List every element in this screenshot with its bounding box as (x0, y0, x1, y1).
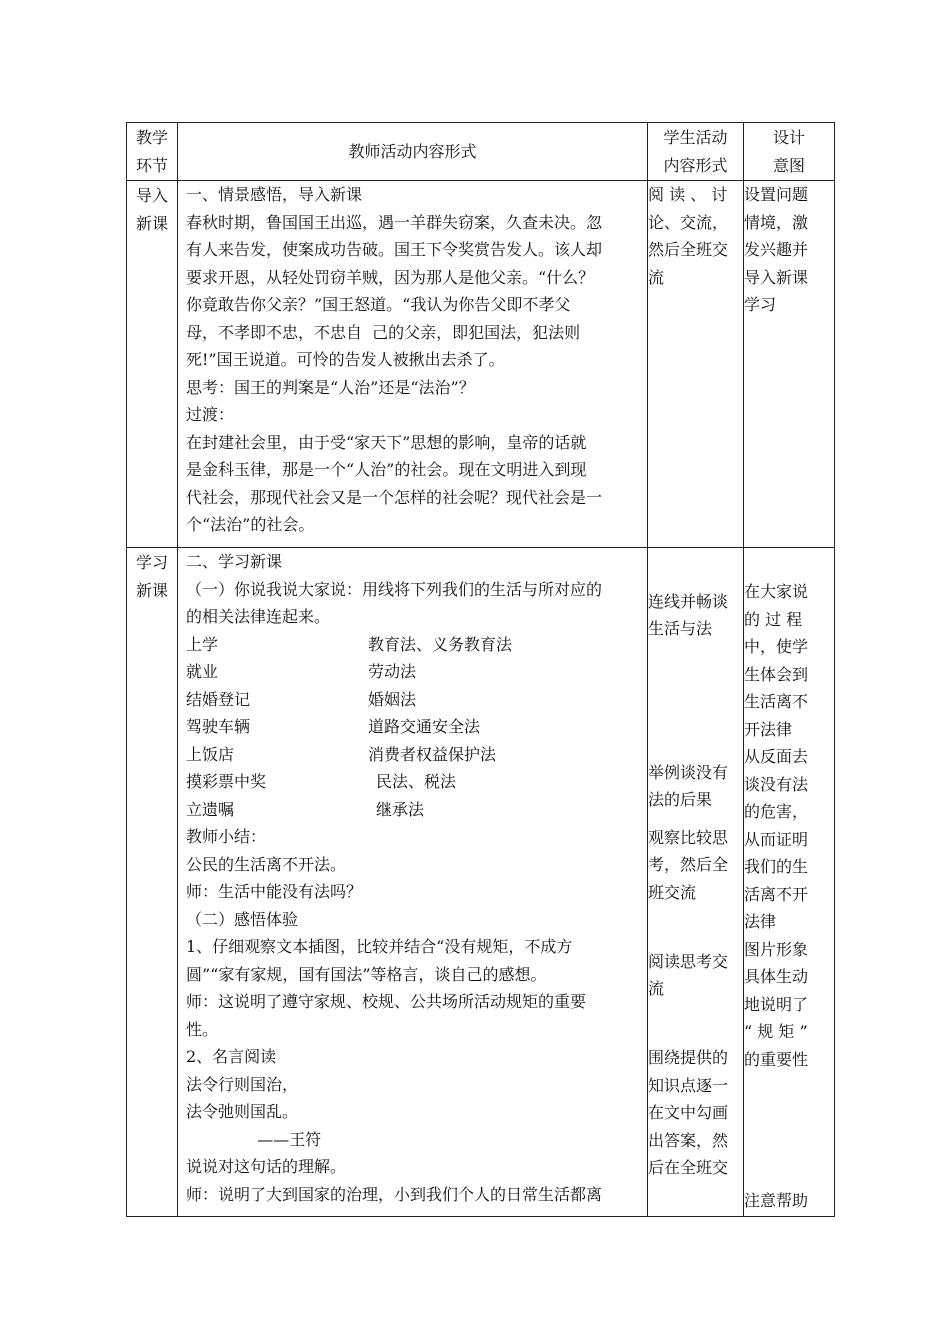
text-line: 1、仔细观察文本插图，比较并结合“没有规矩，不成方 (186, 937, 573, 956)
text-line: 法令弛则国乱。 (186, 1102, 299, 1121)
header-stage-line: 教学 (135, 128, 168, 147)
text-line: 死!”国王说道。可怜的告发人被揪出去杀了。 (186, 350, 505, 369)
text-line: 公民的生活离不开法。 (186, 854, 347, 874)
text-line: 出答案，然 (648, 1130, 729, 1150)
text-line: 我们的生 (744, 857, 809, 876)
text-line: 地说明了 (744, 994, 809, 1014)
text-line: 法令行则国治， (186, 1074, 299, 1094)
header-student (648, 123, 744, 181)
law-item: 继承法 (376, 799, 425, 819)
row-intro (127, 181, 835, 548)
life-item: 结婚登记 (186, 689, 251, 709)
text-line: 连线并畅谈 (648, 591, 729, 611)
text-line: 要求开恩，从轻处罚窃羊贼，因为那人是他父亲。“什么？ (186, 267, 595, 287)
teacher-new-lesson-cell (178, 548, 648, 1217)
life-law-pair (178, 658, 647, 686)
life-law-pair (178, 796, 647, 824)
law-item: 道路交通安全法 (368, 717, 481, 736)
stage-line: 导入 (135, 186, 168, 205)
text-line: 班交流 (648, 882, 697, 902)
text-line: 知识点逐一 (648, 1075, 729, 1095)
text-line: 发兴趣并 (744, 240, 809, 259)
text-line: 设置问题 (744, 185, 809, 204)
text-line: 一、情景感悟，导入新课 (186, 185, 363, 204)
text-line: 从而证明 (744, 829, 809, 849)
text-line: 二、学习新课 (186, 552, 283, 571)
teacher-intro-cell (178, 181, 648, 548)
text-line: 论、交流， (648, 212, 729, 232)
law-item: 婚姻法 (368, 689, 417, 709)
text-line: 春秋时期，鲁国国王出巡，遇一羊群失窃案，久查未决。忽 (186, 212, 603, 232)
text-line: 流 (648, 979, 665, 998)
text-line: 在文中勾画 (648, 1103, 729, 1122)
header-teacher: 教师活动内容形式 (178, 123, 648, 181)
life-law-pair (178, 741, 647, 769)
life-item: 立遗嘱 (186, 799, 235, 819)
quote-author: ——王符 (186, 1129, 322, 1149)
text-line: 母，不孝即不忠，不忠自 己的父亲，即犯国法，犯法则 (186, 322, 581, 342)
text-line: 师：这说明了遵守家规、校规、公共场所活动规矩的重要 (186, 992, 587, 1011)
text-line: 举例谈没有 (648, 762, 729, 782)
text-line: 活离不开 (744, 884, 809, 904)
stage-intro (127, 181, 178, 548)
text-line: 师：说明了大到国家的治理，小到我们个人的日常生活都离 (186, 1184, 603, 1204)
header-design-line: 设计 (772, 128, 805, 147)
text-line: 注意帮助 (744, 1191, 809, 1210)
text-line: 导入新课 (744, 267, 809, 287)
stage-new-lesson (127, 548, 178, 1217)
text-line: 阅读思考交 (648, 951, 729, 971)
text-line: 阅 读 、 讨 (648, 185, 728, 204)
text-line: 情境，激 (744, 212, 809, 232)
text-line: （二）感悟体验 (186, 909, 299, 929)
text-line: 然后全班交 (648, 240, 729, 259)
text-line: 后在全班交 (648, 1158, 729, 1177)
life-law-pair (178, 713, 647, 741)
text-line: 代社会，那现代社会又是一个怎样的社会呢？现代社会是一 (186, 487, 603, 507)
law-item: 教育法、义务教育法 (368, 634, 513, 654)
text-line: “ 规 矩 ” (744, 1022, 808, 1041)
life-item: 就业 (186, 662, 219, 681)
life-item: 上饭店 (186, 744, 235, 764)
text-line: 谈没有法 (744, 774, 809, 794)
text-line: 观察比较思 (648, 827, 729, 847)
life-law-pair (178, 768, 647, 796)
text-line: 圆”“家有家规，国有国法”等格言，谈自己的感想。 (186, 964, 547, 984)
text-line: 有人来告发，使案成功告破。国王下令奖赏告发人。该人却 (186, 240, 603, 259)
lesson-plan-table (126, 122, 835, 1217)
stage-line: 新课 (135, 213, 168, 233)
text-line: 教师小结： (186, 827, 267, 846)
text-line: 开法律 (744, 719, 793, 739)
text-line: 在封建社会里，由于受“家天下”思想的影响，皇帝的话就 (186, 432, 587, 452)
stage-line: 学习 (135, 553, 168, 572)
header-stage (127, 123, 178, 181)
life-item: 上学 (186, 634, 219, 654)
header-design-line: 意图 (772, 155, 805, 175)
text-line: 说说对这句话的理解。 (186, 1157, 347, 1176)
text-line: 是金科玉律，那是一个“人治”的社会。现在文明进入到现 (186, 460, 587, 479)
design-new-lesson-cell (744, 548, 835, 1217)
text-line: 法的后果 (648, 790, 713, 809)
life-law-pair (178, 631, 647, 659)
text-line: 在大家说 (744, 582, 809, 601)
text-line: 的 过 程 (744, 609, 803, 629)
text-line: 具体生动 (744, 967, 809, 986)
design-intro-cell (744, 181, 835, 548)
text-line: 师：生活中能没有法吗？ (186, 882, 363, 901)
header-student-line: 学生活动 (663, 128, 728, 147)
student-new-lesson-cell (648, 548, 744, 1217)
text-line: （一）你说我说大家说：用线将下列我们的生活与所对应的 (186, 579, 603, 599)
header-student-line: 内容形式 (663, 155, 728, 175)
table-header-row (127, 123, 835, 181)
text-line: 个“法治”的社会。 (186, 515, 315, 534)
text-line: 围绕提供的 (648, 1048, 729, 1067)
text-line: 你竟敢告你父亲？”国王怒道。“我认为你告父即不孝父 (186, 295, 571, 314)
life-item: 驾驶车辆 (186, 717, 251, 736)
text-line: 学习 (744, 295, 777, 314)
text-line: 2、名言阅读 (186, 1047, 277, 1066)
text-line: 生体会到 (744, 664, 809, 684)
text-line: 思考：国王的判案是“人治”还是“法治”？ (186, 377, 475, 397)
header-stage-line: 环节 (135, 155, 168, 175)
life-item: 摸彩票中奖 (186, 772, 267, 791)
text-line: 法律 (744, 912, 777, 931)
text-line: 的相关法律连起来。 (186, 607, 331, 626)
text-line: 流 (648, 267, 665, 287)
life-law-pair (178, 686, 647, 714)
text-line: 性。 (186, 1019, 219, 1039)
header-design (744, 123, 835, 181)
law-item: 民法、税法 (376, 772, 457, 791)
text-line: 考，然后全 (648, 855, 729, 874)
text-line: 从反面去 (744, 747, 809, 766)
text-line: 的危害， (744, 802, 809, 821)
law-item: 消费者权益保护法 (368, 744, 497, 764)
stage-line: 新课 (135, 580, 168, 600)
text-line: 图片形象 (744, 939, 809, 959)
text-line: 过渡： (186, 405, 235, 424)
text-line: 生活离不 (744, 692, 809, 711)
student-intro-cell (648, 181, 744, 548)
row-new-lesson (127, 548, 835, 1217)
text-line: 的重要性 (744, 1049, 809, 1069)
law-item: 劳动法 (368, 662, 417, 681)
text-line: 中，使学 (744, 637, 809, 656)
text-line: 生活与法 (648, 619, 713, 638)
